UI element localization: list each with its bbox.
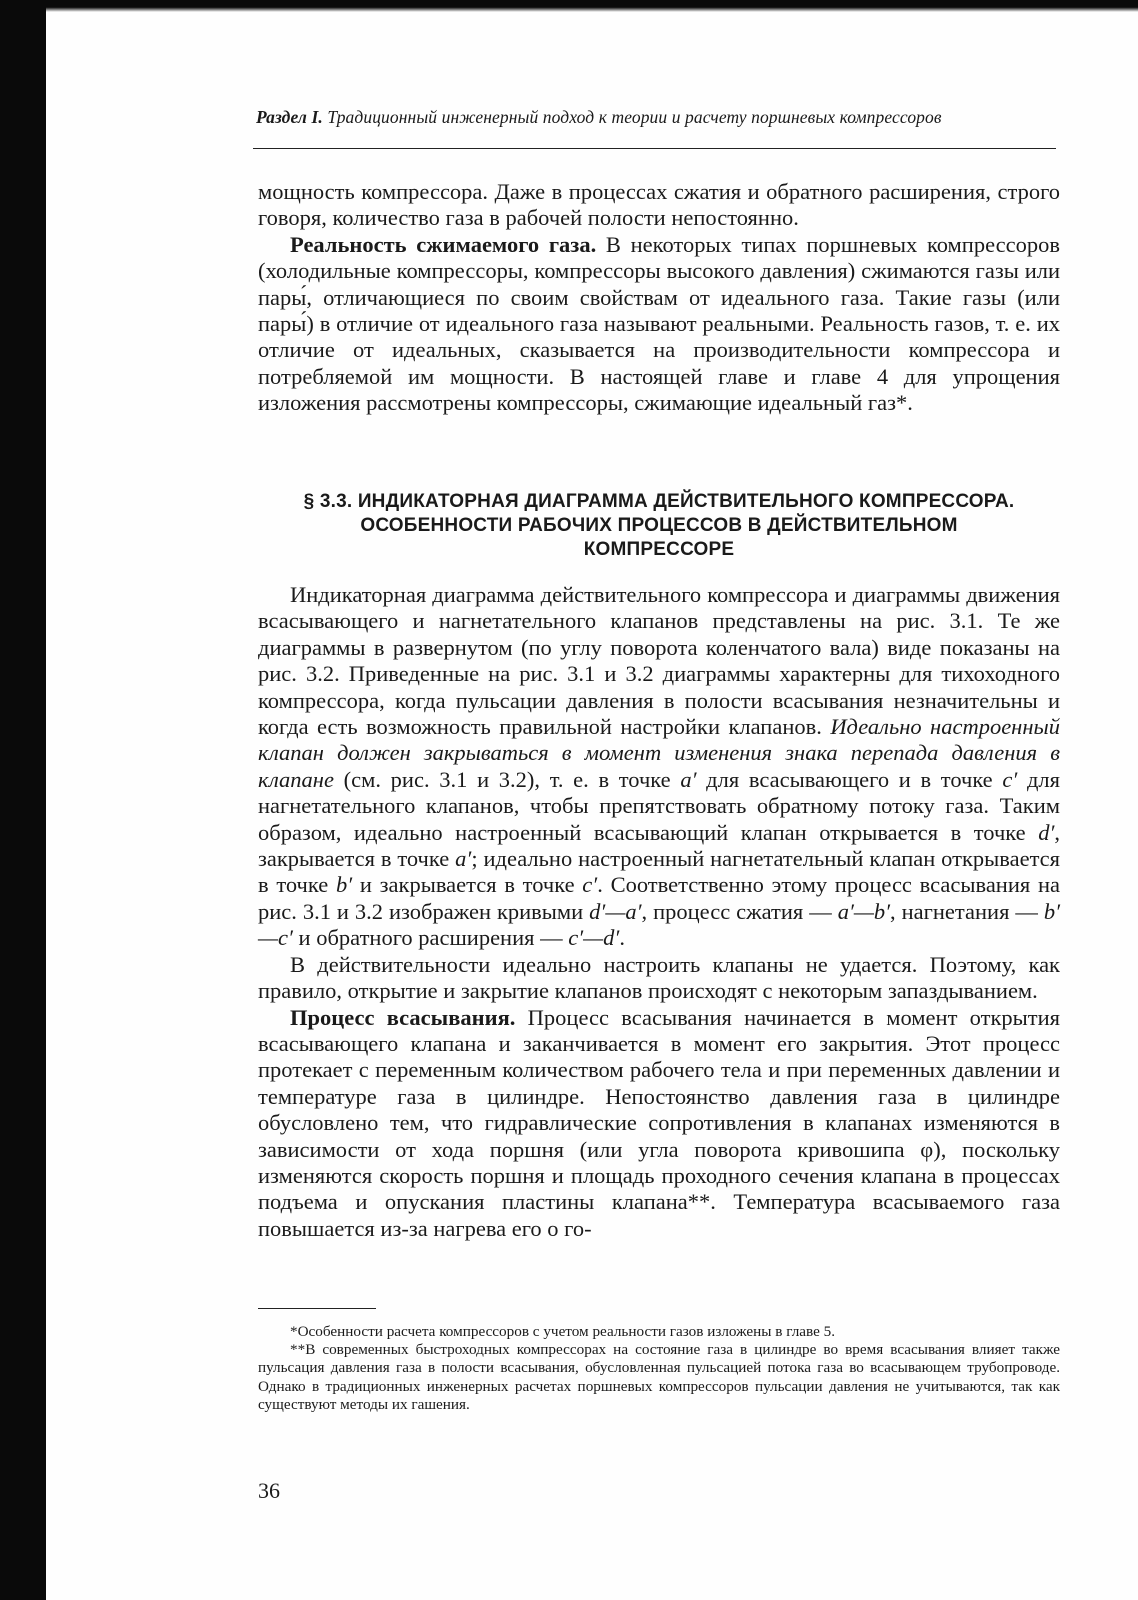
section-heading <box>258 490 1060 562</box>
point-c: c′ <box>1002 766 1018 792</box>
page-number: 36 <box>258 1478 280 1503</box>
text-run: . Соответственно этому процесс всасывания на рис. 3.1 и 3.2 изображен кривыми <box>258 872 1060 924</box>
curve-a-b: a′—b′ <box>837 898 891 924</box>
main-paragraph-2: В действительности идеально настроить клапаны не удается. Поэтому, как правило, открытие и закрытие клапанов происходят с некоторым запаздыванием. <box>258 951 1060 1004</box>
intro-paragraph-1: мощность компрессора. Даже в процессах сжатия и обратного расширения, строго говоря, количество газа в рабочей полости непостоянно. <box>258 179 1060 231</box>
header-rule <box>253 148 1056 149</box>
scan-border-left <box>0 0 46 1600</box>
text-run: . <box>619 925 625 951</box>
main-text <box>258 582 1060 1242</box>
footnote-1: *Особенности расчета компрессоров с учетом реальности газов изложены в главе 5. <box>290 1323 836 1340</box>
running-header-title: Традиционный инженерный подход к теории и расчету поршневых компрессоров <box>327 107 942 127</box>
curve-d-a: d′—a′ <box>589 898 642 924</box>
text-run: ; идеально настроенный нагнетательный клапан открывается в точке <box>258 846 1061 898</box>
section-heading-line-3: КОМПРЕССОРЕ <box>583 539 735 560</box>
text-run: (см. рис. 3.1 и 3.2), т. е. в точке <box>333 766 681 792</box>
curve-b-c: b′—c′ <box>258 898 1060 951</box>
text-run: и закрывается в точке <box>352 872 583 898</box>
main-paragraph-1 <box>258 582 1060 952</box>
point-a: a′ <box>455 846 472 872</box>
text-run: для всасывающего и в точке <box>696 766 1003 792</box>
point-d: d′ <box>1038 819 1055 845</box>
emphasis-ideal-valve: Идеально настроенный клапан должен закрываться в момент изменения знака перепада давления в клапане <box>258 714 1060 792</box>
run-in-heading-real-gas: Реальность сжимаемого газа. <box>290 231 597 257</box>
main-paragraph-3 <box>258 1005 1060 1243</box>
footnote-rule <box>258 1308 376 1309</box>
footnote-2: **В современных быстроходных компрессорах на состояние газа в цилиндре во время всасывания влияет также пульсация давления газа в полости всасывания, обусловленная пульсацией потока газа во всасывающем трубопроводе. Однако в традиционных инженерных расчетах поршневых компрессоров пульсации давления не учитываются, так как существуют методы их гашения. <box>258 1341 1060 1413</box>
intro-paragraph-2-text: В некоторых типах поршневых компрессоров (холодильные компрессоры, компрессоры высокого давления) сжимаются газы или пары́, отличающиеся по своим свойствам от идеального газа. Такие газы (или пары́) в отличие от идеального газа называют реальными. Реальность газов, т. е. их отличие от идеальных, сказывается на производительности компрессора и потребляемой им мощности. В настоящей главе и главе 4 для упрощения изложения рассмотрены компрессоры, сжимающие идеальный газ*. <box>258 231 1060 416</box>
intro-paragraph-2 <box>258 232 1060 417</box>
text-run: , процесс сжатия — <box>641 898 838 924</box>
point-a: a′ <box>680 766 697 792</box>
curve-c-d: c′—d′ <box>568 925 620 951</box>
text-run: , закрывается в точке <box>258 819 1060 872</box>
running-header <box>256 107 1056 128</box>
section-heading-line-1: § 3.3. ИНДИКАТОРНАЯ ДИАГРАММА ДЕЙСТВИТЕЛЬНОГО КОМПРЕССОРА. <box>303 491 1015 512</box>
intro-text <box>258 179 1060 417</box>
footnotes <box>258 1323 1060 1414</box>
point-c: c′ <box>582 872 598 898</box>
main-paragraph-3-text: Процесс всасывания начинается в момент открытия всасывающего клапана и заканчивается в момент его закрытия. Этот процесс протекает с переменным количеством рабочего тела и при переменных давлении и температуре газа в цилиндре. Непостоянство давления газа в цилиндре обусловлено тем, что гидравлические сопротивления в клапанах изменяются в зависимости от хода поршня (или угла поворота кривошипа φ), поскольку изменяются скорость поршня и площадь проходного сечения клапана в процессах подъема и опускания пластины клапана**. Температура всасываемого газа повышается из-за нагрева его о го- <box>258 1004 1060 1241</box>
text-run: , нагнетания — <box>890 898 1044 924</box>
run-in-heading-suction: Процесс всасывания. <box>290 1004 516 1030</box>
scan-border-top <box>0 0 1138 12</box>
text-run: Индикаторная диаграмма действительного компрессора и диаграммы движения всасывающего и нагнетательного клапанов представлены на рис. 3.1. Те же диаграммы в развернутом (по углу поворота коленчатого вала) виде показаны на рис. 3.2. Приведенные на рис. 3.1 и 3.2 диаграммы характерны для тихоходного компрессора, когда пульсации давления в полости всасывания незначительны и когда есть возможность правильной настройки клапанов. <box>258 582 1060 740</box>
point-b: b′ <box>335 872 353 898</box>
running-header-section: Раздел I. <box>256 107 323 127</box>
text-run: для нагнетательного клапанов, чтобы препятствовать обратному потоку газа. Таким образом, идеально настроенный всасывающий клапан открывается в точке <box>258 766 1060 845</box>
section-heading-line-2: ОСОБЕННОСТИ РАБОЧИХ ПРОЦЕССОВ В ДЕЙСТВИТЕЛЬНОМ <box>360 515 958 536</box>
text-run: и обратного расширения — <box>292 925 569 951</box>
